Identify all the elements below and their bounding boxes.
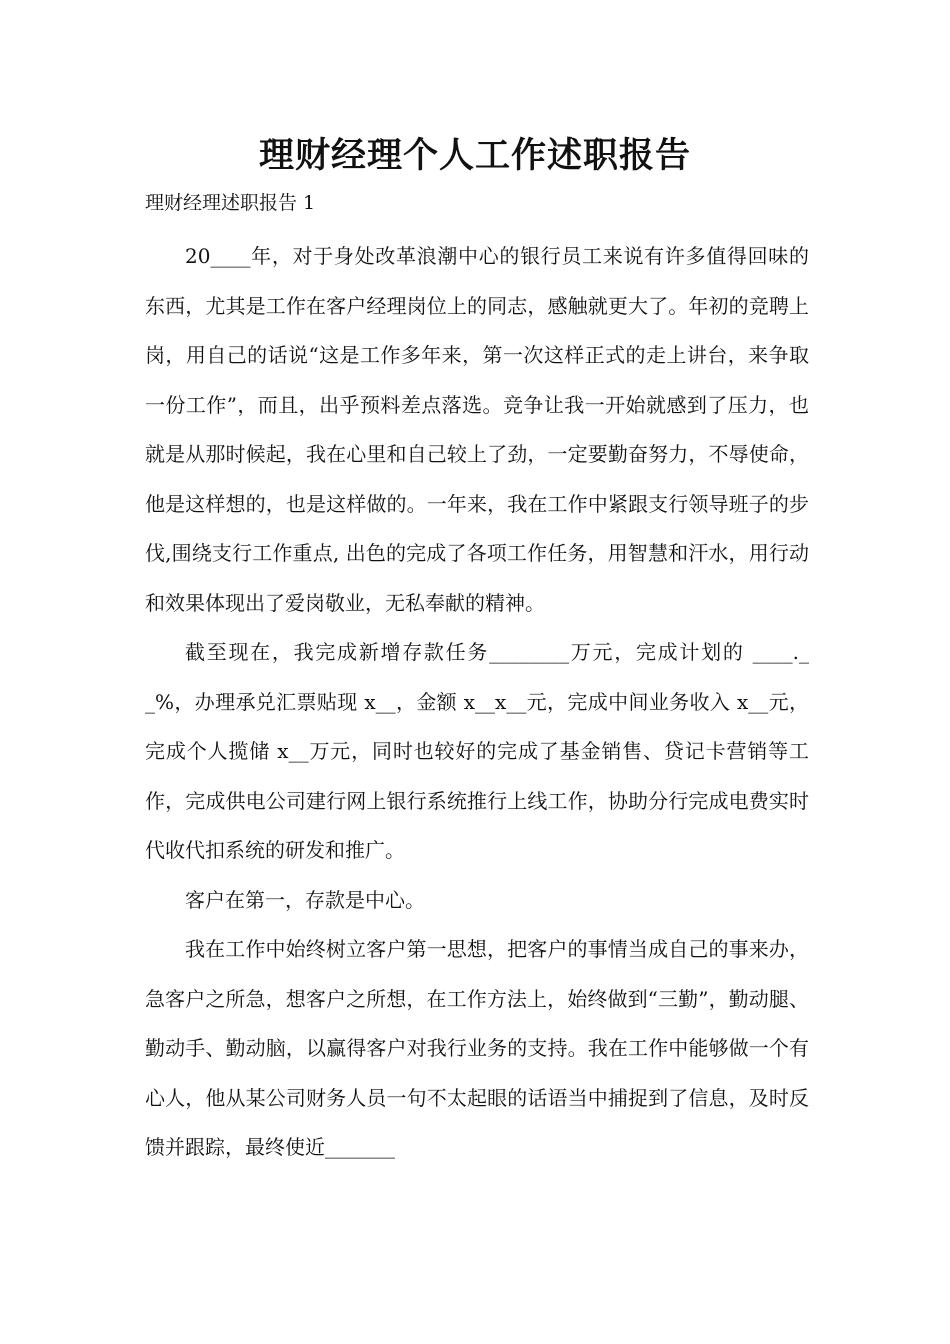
section-heading: 理财经理述职报告 1	[145, 192, 316, 214]
paragraph-customer: 我在工作中始终树立客户第一思想，把客户的事情当成自己的事来办，急客户之所急，想客户之所想，在工作方法上，始终做到“三勤”，勤动腿、勤动手、勤动脑，以赢得客户对我行业务的支持。我在工作中能够做一个有心人，他从某公司财务人员一句不太起眼的话语当中捕捉到了信息，及时反馈并跟踪，最终使近_______	[145, 937, 809, 1159]
document-body	[145, 232, 809, 1173]
document-title: 理财经理个人工作述职报告	[258, 136, 691, 176]
paragraph-intro: 20____年，对于身处改革浪潮中心的银行员工来说有许多值得回味的东西，尤其是工作在客户经理岗位上的同志，感触就更大了。年初的竞聘上岗，用自己的话说“这是工作多年来，第一次这样正式的走上讲台，来争取一份工作”，而且，出乎预料差点落选。竞争让我一开始就感到了压力，也就是从那时候起，我在心里和自己较上了劲，一定要勤奋努力，不辱使命，他是这样想的，也是这样做的。一年来，我在工作中紧跟支行领导班子的步伐,围绕支行工作重点, 出色的完成了各项工作任务，用智慧和汗水，用行动和效果体现出了爱岗敬业，无私奉献的精神。	[145, 244, 809, 615]
paragraph-subheading: 客户在第一，存款是中心。	[185, 887, 425, 912]
paragraph-results: 截至现在，我完成新增存款任务________万元，完成计划的 ____.__%，办理承兑汇票贴现 x__，金额 x__x__元，完成中间业务收入 x__元，完成个人揽储 x__万元，同时也较好的完成了基金销售、贷记卡营销等工作，完成供电公司建行网上银行系统推行上线工作，协助分行完成电费实时代收代扣系统的研发和推广。	[145, 640, 809, 862]
